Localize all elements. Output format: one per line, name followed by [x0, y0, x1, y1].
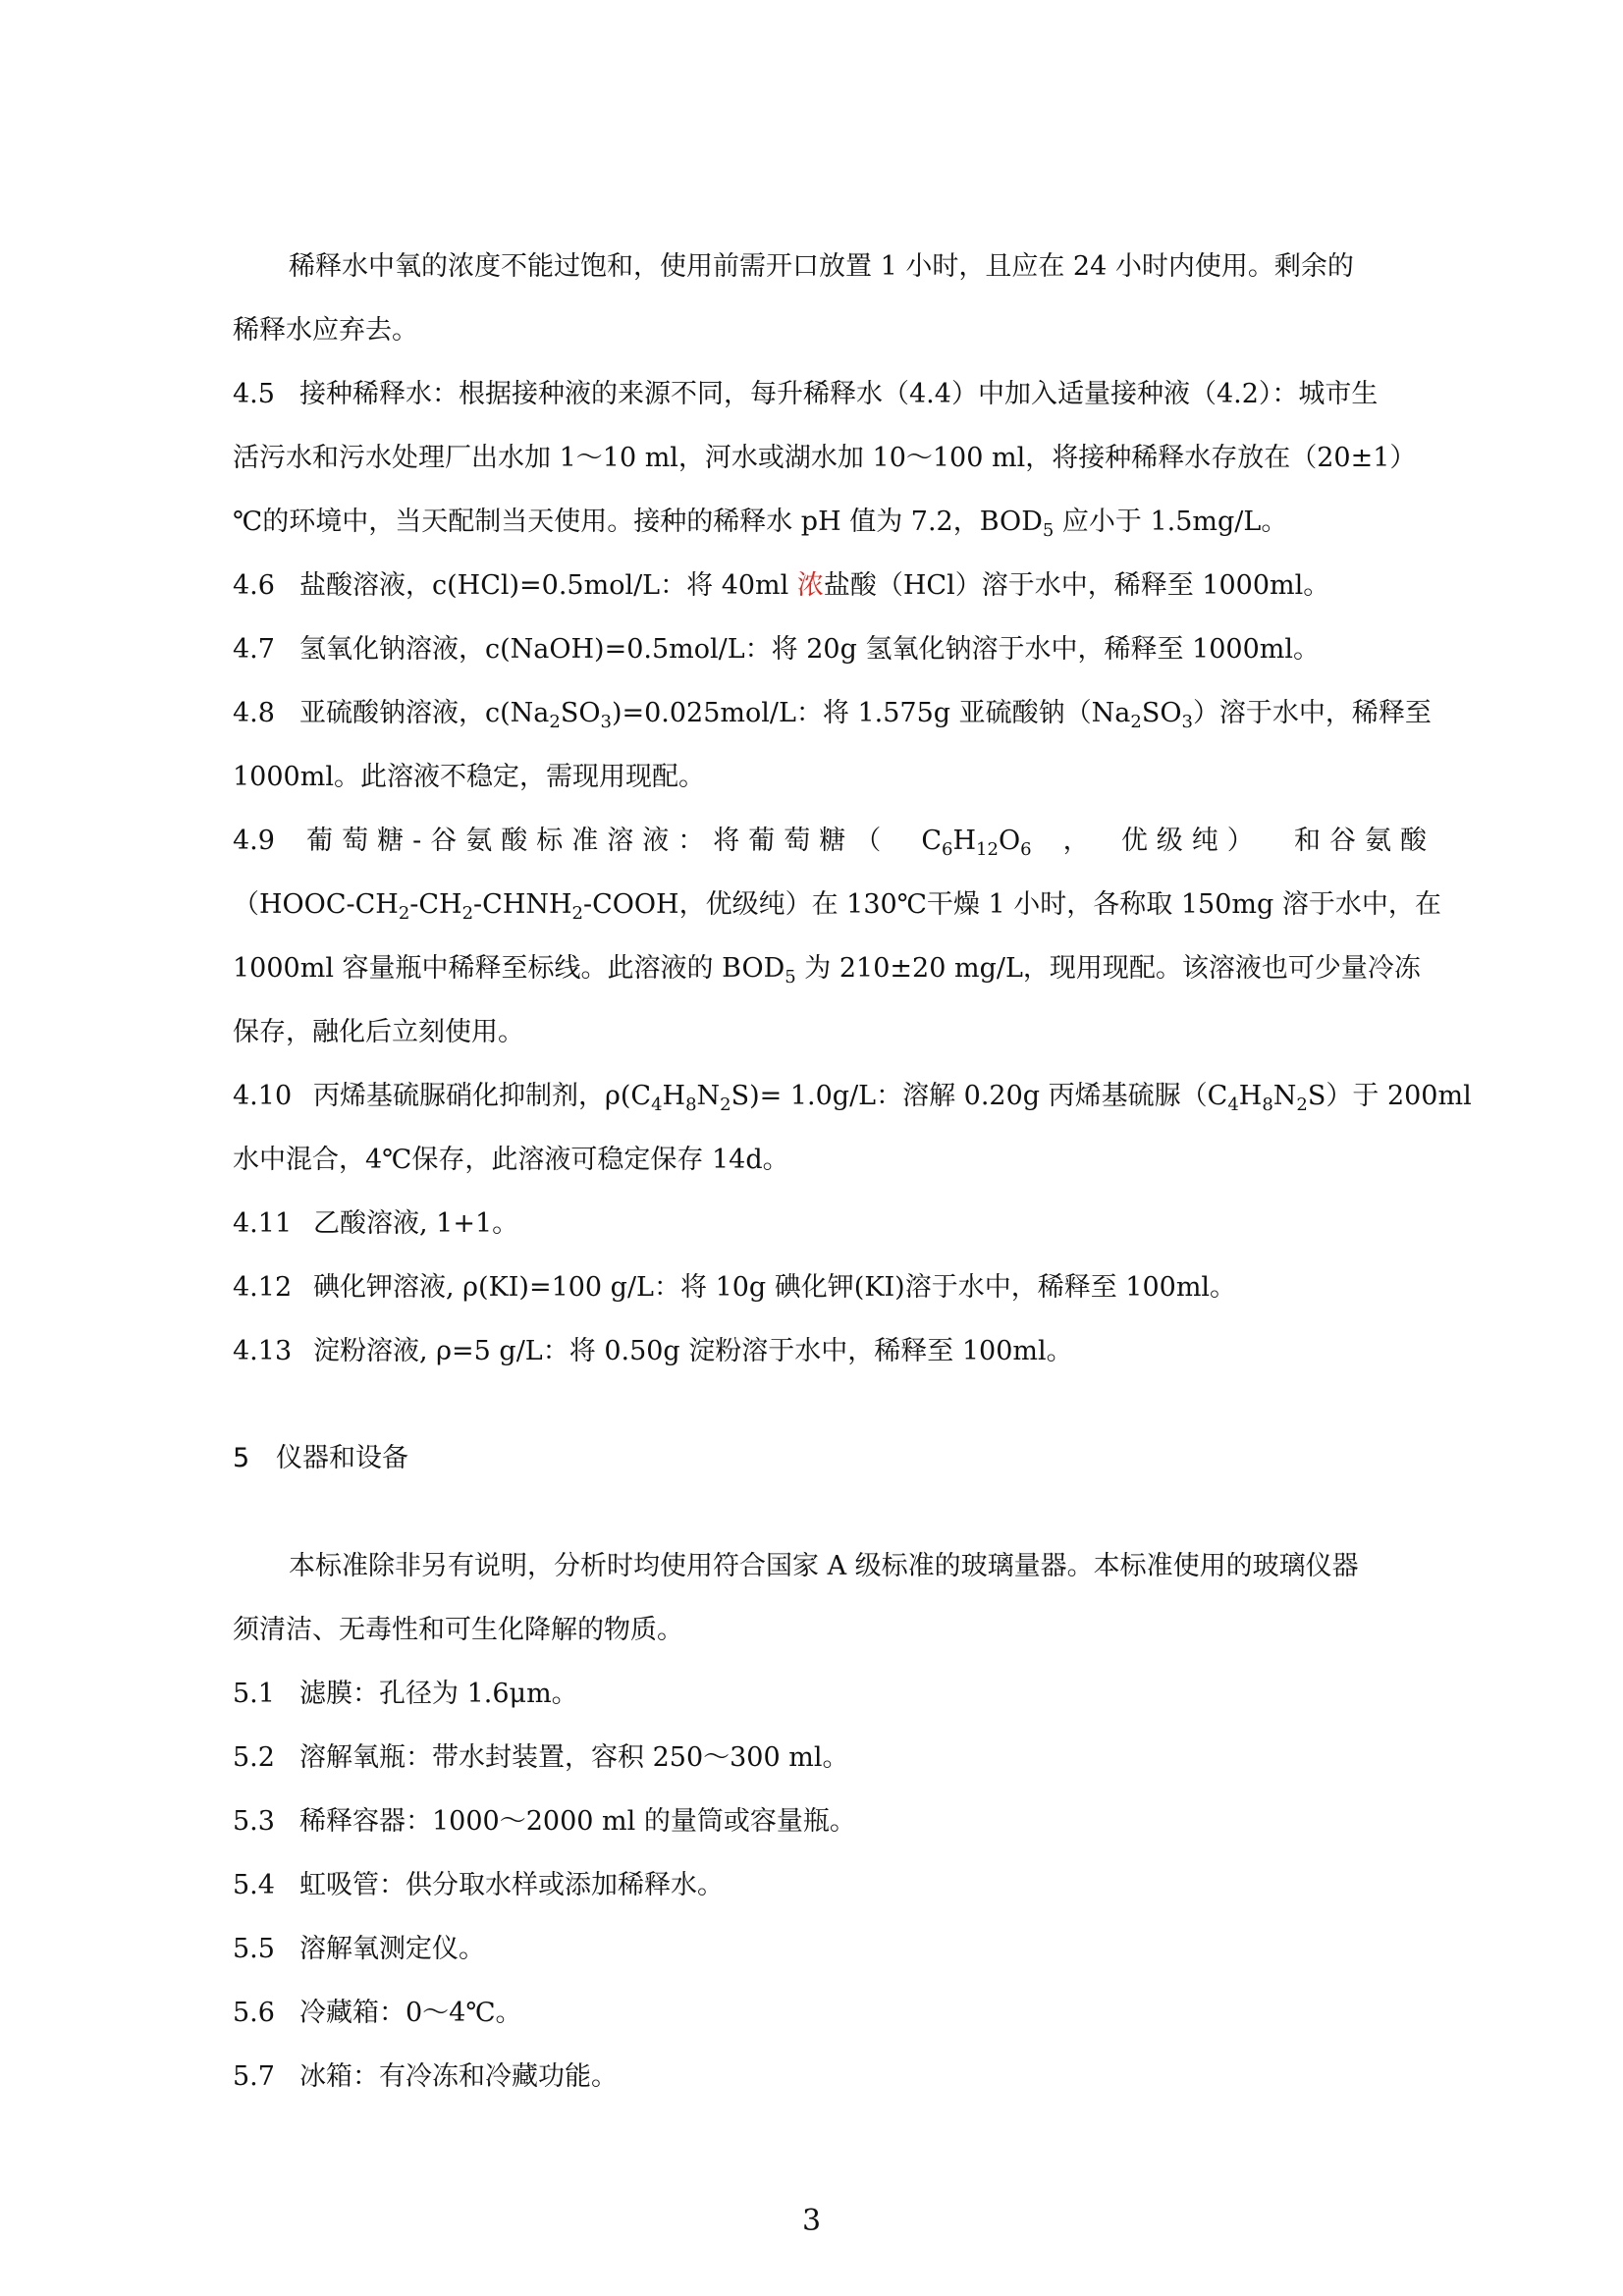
- item-4-5-line-2: 活污水和污水处理厂出水加 1～10 ml，河水或湖水加 10～100 ml，将接种稀释水存放在（20±1）: [233, 443, 1417, 473]
- subscript: 2: [720, 1095, 731, 1115]
- item-text: 氢氧化钠溶液，c(NaOH)=0.5mol/L：将 20g 氢氧化钠溶于水中，稀释至 1000ml。: [299, 634, 1321, 665]
- item-text: S)= 1.0g/L：溶解 0.20g 丙烯基硫脲（C: [730, 1081, 1228, 1111]
- subscript: 6: [1020, 839, 1032, 860]
- item-text: 应小于 1.5mg/L。: [1054, 507, 1288, 537]
- item-text: 溶解氧测定仪。: [299, 1934, 485, 1964]
- section-5-intro-line-1: 本标准除非另有说明，分析时均使用符合国家 A 级标准的玻璃量器。本标准使用的玻璃仪器: [289, 1551, 1359, 1581]
- subscript: 6: [942, 839, 953, 860]
- formula-part: C: [921, 826, 943, 856]
- subscript: 2: [461, 903, 474, 924]
- item-number: 5.2: [233, 1742, 275, 1773]
- item-text: S）于 200ml: [1307, 1081, 1472, 1111]
- item-number: 5.6: [233, 1998, 275, 2028]
- formula-part: O: [998, 826, 1021, 856]
- item-text: 冰箱：有冷冻和冷藏功能。: [299, 2061, 618, 2092]
- item-5-1: [233, 1675, 1435, 1714]
- item-text: 溶解氧瓶：带水封装置，容积 250～300 ml。: [299, 1742, 849, 1773]
- item-text: ℃的环境中，当天配制当天使用。接种的稀释水 pH 值为 7.2，BOD: [233, 507, 1043, 537]
- item-text: -CHNH: [473, 889, 572, 920]
- item-text: 1000ml 容量瓶中稀释至标线。此溶液的 BOD: [233, 953, 785, 984]
- subscript: 3: [1181, 712, 1193, 732]
- item-4-6: [233, 566, 1435, 606]
- item-text: 乙酸溶液, 1+1。: [313, 1208, 519, 1239]
- item-text: H: [1238, 1081, 1263, 1111]
- item-4-5-line-1: [233, 375, 1435, 414]
- item-text: 冷藏箱：0～4℃。: [299, 1998, 522, 2028]
- item-number: 4.6: [233, 570, 275, 601]
- subscript: 2: [549, 712, 561, 732]
- item-number: 5.4: [233, 1870, 275, 1900]
- item-5-4: [233, 1866, 1435, 1905]
- subscript: 5: [784, 967, 796, 988]
- item-4-9-line-3: [233, 949, 1435, 988]
- item-text: SO: [560, 698, 601, 728]
- item-text: 淀粉溶液, ρ=5 g/L：将 0.50g 淀粉溶于水中，稀释至 100ml。: [313, 1336, 1073, 1366]
- item-4-10-line-1: [233, 1077, 1472, 1116]
- item-4-13: [233, 1332, 1435, 1371]
- subscript: 2: [1296, 1095, 1308, 1115]
- highlighted-text: 浓: [796, 570, 824, 601]
- intro-line-2: 稀释水应弃去。: [233, 315, 418, 346]
- item-number: 4.11: [233, 1208, 293, 1239]
- item-text: N: [1272, 1081, 1297, 1111]
- item-text: )=0.025mol/L：将 1.575g 亚硫酸钠（Na: [611, 698, 1131, 728]
- item-5-6: [233, 1994, 1435, 2033]
- item-text: 亚硫酸钠溶液，c(Na: [299, 698, 550, 728]
- intro-line-1: 稀释水中氧的浓度不能过饱和，使用前需开口放置 1 小时，且应在 24 小时内使用。剩余的: [289, 251, 1354, 282]
- item-text: -CH: [409, 889, 462, 920]
- item-5-7: [233, 2057, 1435, 2097]
- subscript: 3: [600, 712, 612, 732]
- item-text: 和谷氨酸: [1293, 826, 1435, 856]
- item-4-9-line-4: 保存，融化后立刻使用。: [233, 1017, 524, 1047]
- section-5-heading: [233, 1439, 408, 1478]
- item-number: 4.8: [233, 698, 275, 728]
- item-4-8-line-1: [233, 694, 1435, 733]
- subscript: 4: [1227, 1095, 1239, 1115]
- item-number: 4.7: [233, 634, 275, 665]
- item-4-9-line-1: [233, 822, 1435, 861]
- item-text: 为 210±20 mg/L，现用现配。该溶液也可少量冷冻: [795, 953, 1421, 984]
- subscript: 2: [1130, 712, 1142, 732]
- formula-part: H: [952, 826, 977, 856]
- item-5-3: [233, 1802, 1435, 1842]
- subscript: 5: [1042, 520, 1055, 541]
- item-text: 接种稀释水：根据接种液的来源不同，每升稀释水（4.4）中加入适量接种液（4.2）：城市生: [299, 379, 1379, 409]
- item-4-10-line-2: 水中混合，4℃保存，此溶液可稳定保存 14d。: [233, 1145, 789, 1175]
- item-text: 葡萄糖-谷氨酸标准溶液：将葡萄糖（: [306, 826, 891, 856]
- item-text: H: [662, 1081, 686, 1111]
- item-text: -COOH，优级纯）在 130℃干燥 1 小时，各称取 150mg 溶于水中，在: [583, 889, 1441, 920]
- item-text: 盐酸（HCl）溶于水中，稀释至 1000ml。: [823, 570, 1330, 601]
- item-5-5: [233, 1930, 1435, 1969]
- item-number: 4.9: [233, 826, 275, 856]
- subscript: 8: [685, 1095, 697, 1115]
- item-text: 虹吸管：供分取水样或添加稀释水。: [299, 1870, 724, 1900]
- subscript: 12: [976, 839, 999, 860]
- item-text: N: [696, 1081, 721, 1111]
- item-number: 5.5: [233, 1934, 275, 1964]
- item-text: 稀释容器：1000～2000 ml 的量筒或容量瓶。: [299, 1806, 856, 1837]
- item-number: 5.1: [233, 1679, 275, 1709]
- section-5-intro-line-2: 须清洁、无毒性和可生化降解的物质。: [233, 1615, 683, 1645]
- subscript: 8: [1262, 1095, 1273, 1115]
- item-4-11: [233, 1204, 1435, 1244]
- subscript: 2: [571, 903, 583, 924]
- item-text: （HOOC-CH: [233, 889, 399, 920]
- item-text: 丙烯基硫脲硝化抑制剂，ρ(C: [313, 1081, 652, 1111]
- item-number: 4.10: [233, 1081, 293, 1111]
- item-4-8-line-2: 1000ml。此溶液不稳定，需现用现配。: [233, 762, 705, 792]
- item-text: ）溶于水中，稀释至: [1192, 698, 1432, 728]
- page-number: 3: [801, 2204, 822, 2238]
- item-number: 5.7: [233, 2061, 275, 2092]
- item-text: 优级纯）: [1120, 826, 1263, 856]
- item-number: 5.3: [233, 1806, 275, 1837]
- item-4-7: [233, 630, 1435, 669]
- item-text: 滤膜：孔径为 1.6μm。: [299, 1679, 578, 1709]
- chemical-formula: [921, 822, 1031, 861]
- item-number: 4.13: [233, 1336, 293, 1366]
- item-5-2: [233, 1738, 1435, 1778]
- item-number: 4.12: [233, 1272, 293, 1303]
- subscript: 2: [398, 903, 410, 924]
- item-4-12: [233, 1268, 1435, 1308]
- section-number: 5: [233, 1443, 250, 1473]
- item-text: SO: [1141, 698, 1182, 728]
- item-text: 碘化钾溶液, ρ(KI)=100 g/L：将 10g 碘化钾(KI)溶于水中，稀释至 100ml。: [313, 1272, 1237, 1303]
- section-title: 仪器和设备: [276, 1443, 408, 1473]
- subscript: 4: [651, 1095, 663, 1115]
- item-4-9-line-2: [233, 885, 1441, 925]
- item-number: 4.5: [233, 379, 275, 409]
- item-4-5-line-3: [233, 503, 1435, 542]
- item-text: ，: [1062, 826, 1090, 856]
- item-text: 盐酸溶液，c(HCl)=0.5mol/L：将 40ml: [299, 570, 797, 601]
